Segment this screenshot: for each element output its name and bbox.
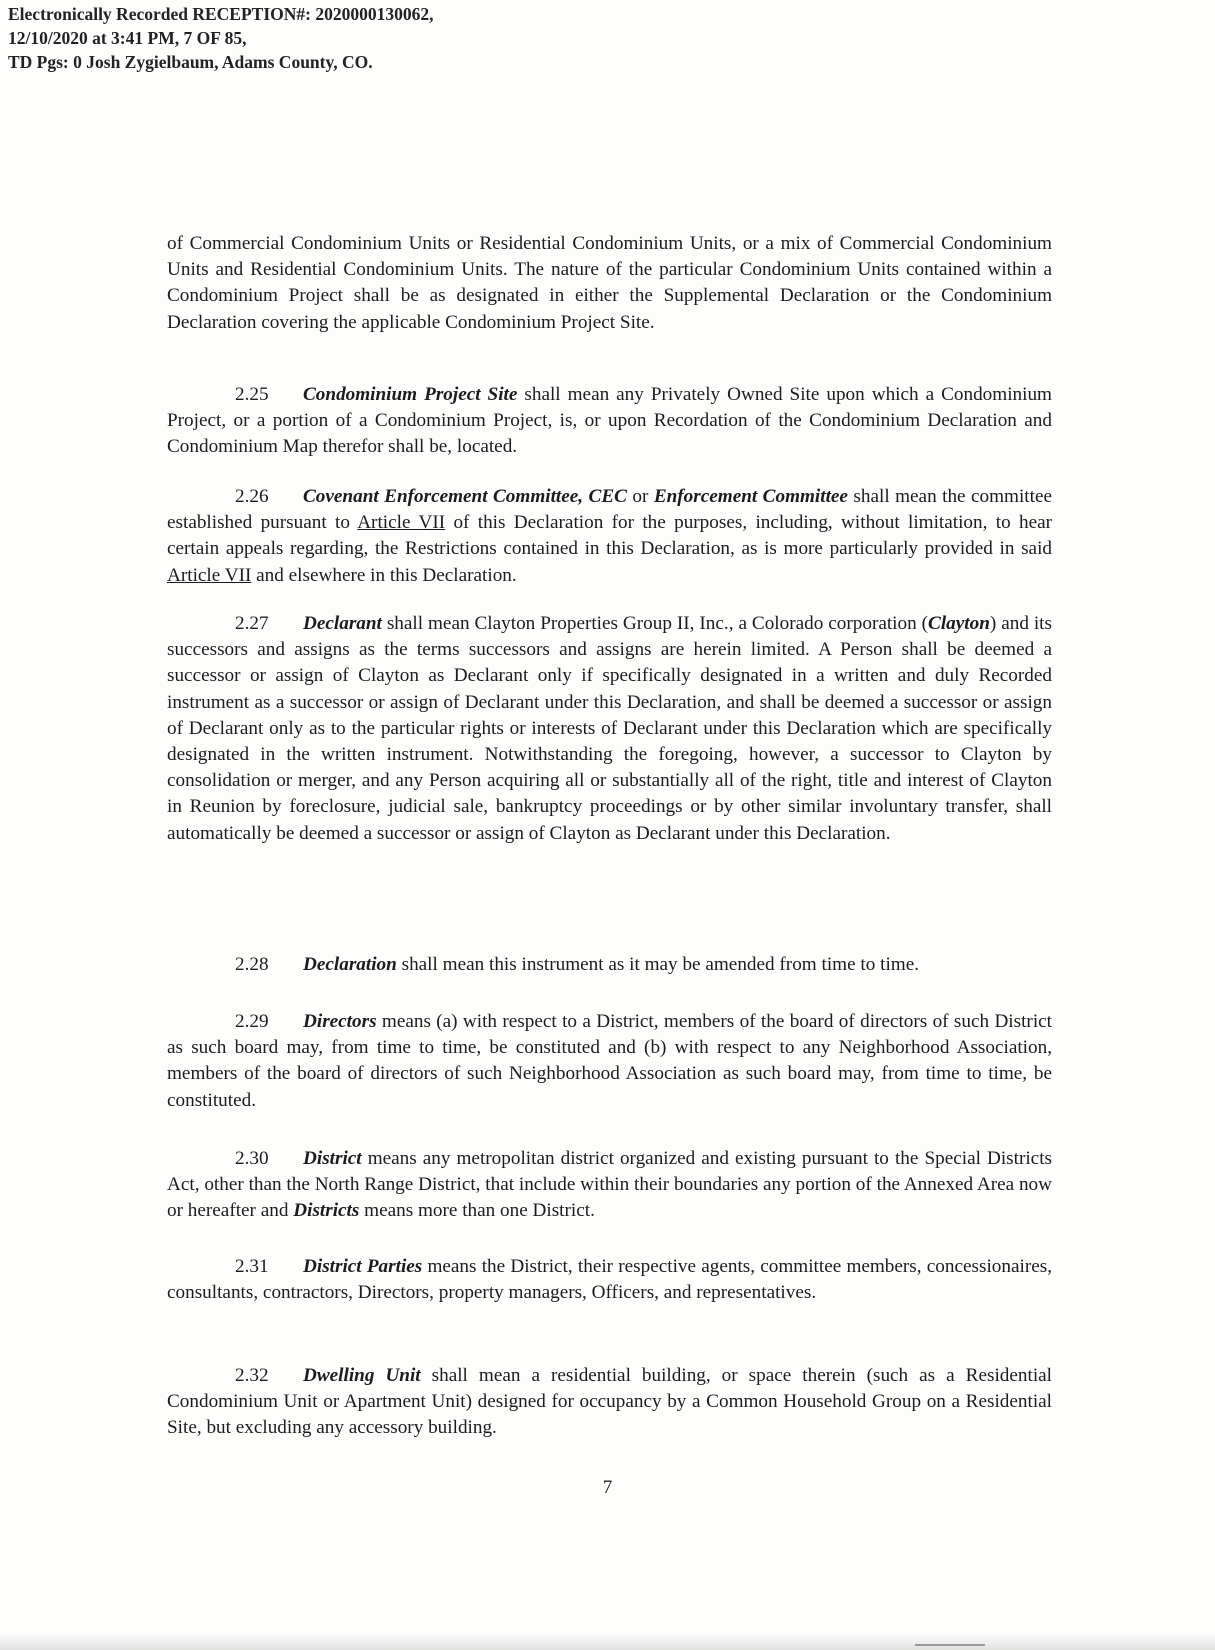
definition-text: ) and its successors and assigns as the terms successors and assigns are herein limited. A Person shall be deemed a successor or assign of Clayton as Declarant only if specifically designated in a written and duly Recorded instrument as a successor or assign of Declarant under this Declaration, and shall be deemed a successor or assign of Declarant only as to the particular rights or interests of Declarant under this Declaration which are specifically designated in the written instrument. Notwithstanding the foregoing, however, a successor to Clayton by consolidation or merger, and any Person acquiring all or substantially all of the right, title and interest of Clayton in Reunion by foreclosure, judicial sale, bankruptcy proceedings or by other similar involuntary transfer, shall automatically be deemed a successor or assign of Clayton as Declarant under this Declaration. — [167, 613, 1052, 844]
definition-text: shall mean the committee established pursuant to — [167, 486, 1053, 534]
paragraph-2-31 — [167, 1254, 1052, 1306]
recording-stamp — [8, 2, 433, 74]
recording-stamp-line-1: Electronically Recorded RECEPTION#: 2020000130062, — [8, 4, 434, 24]
defined-term: Covenant Enforcement Committee, CEC — [303, 486, 627, 507]
definition-text: and elsewhere in this Declaration. — [251, 564, 517, 586]
page-number: 7 — [602, 1477, 613, 1498]
defined-term: Directors — [303, 1011, 377, 1032]
section-2-29 — [167, 1009, 1052, 1114]
definition-text: shall mean any Privately Owned Site upon which a Condominium Project, or a portion of a Condominium Project, is, or upon Recordation of the Condominium Declaration and Condominium Map therefor shall be, located. — [167, 384, 1052, 458]
recording-stamp-line-2: 12/10/2020 at 3:41 PM, 7 OF 85, — [8, 28, 247, 48]
definition-text: of this Declaration for the purposes, including, without limitation, to hear certain appeals regarding, the Restrictions contained in this Declaration, as is more particularly provided in said — [167, 512, 1053, 560]
recording-stamp-line-3: TD Pgs: 0 Josh Zygielbaum, Adams County, CO. — [8, 52, 373, 72]
section-number: 2.25 — [235, 384, 269, 405]
definition-text: shall mean a residential building, or space therein (such as a Residential Condominium Unit or Apartment Unit) designed for occupancy by a Common Household Group on a Residential Site, but excluding any accessory building. — [167, 1365, 1053, 1439]
connector-text: or — [626, 486, 654, 507]
definition-text: means (a) with respect to a District, members of the board of directors of such District as such board may, from time to time, be constituted and (b) with respect to any Neighborhood Association, members of the board of directors of such Neighborhood Association as such board may, from time to time, be constituted. — [167, 1011, 1052, 1111]
section-number: 2.27 — [235, 613, 269, 634]
section-number: 2.26 — [235, 486, 269, 507]
definition-text: means more than one District. — [359, 1200, 595, 1222]
defined-term: Dwelling Unit — [303, 1365, 421, 1386]
section-number: 2.29 — [235, 1011, 269, 1032]
section-2-31 — [167, 1254, 1052, 1306]
paragraph-2-29 — [167, 1009, 1052, 1114]
defined-term: Declaration — [303, 954, 397, 975]
section-number: 2.32 — [235, 1365, 269, 1386]
section-number: 2.30 — [235, 1148, 269, 1169]
paragraph-2-30 — [167, 1146, 1052, 1225]
section-number: 2.28 — [235, 954, 269, 975]
paragraph-2-32 — [167, 1363, 1052, 1442]
definition-text: means the District, their respective agents, committee members, concessionaires, consultants, contractors, Directors, property managers, Officers, and representatives. — [167, 1256, 1052, 1304]
definition-text: shall mean this instrument as it may be amended from time to time. — [396, 954, 920, 975]
paragraph-2-28 — [167, 952, 1052, 978]
article-reference: Article VII — [357, 512, 446, 534]
definition-text: means any metropolitan district organized and existing pursuant to the Special Districts Act, other than the North Range District, that include within their boundaries any portion of the Annexed Area now or hereafter and — [167, 1148, 1052, 1222]
paragraph-2-25 — [167, 382, 1052, 461]
paragraph-text: of Commercial Condominium Units or Residential Condominium Units, or a mix of Commercial Condominium Units and Residential Condominium Units. The nature of the particular Condominium Units contained within a Condominium Project shall be as designated in either the Supplemental Declaration or the Condominium Declaration covering the applicable Condominium Project Site. — [167, 233, 1052, 333]
defined-term-alt: Enforcement Committee — [653, 486, 848, 507]
defined-term-alt: Clayton — [928, 613, 990, 634]
section-2-30 — [167, 1146, 1052, 1225]
scan-artifact-mark — [915, 1644, 985, 1646]
section-2-25 — [167, 382, 1052, 461]
defined-term-alt: Districts — [293, 1200, 360, 1222]
defined-term: District — [303, 1148, 362, 1169]
section-2-32 — [167, 1363, 1052, 1442]
paragraph-continuation — [167, 231, 1052, 336]
article-reference: Article VII — [167, 564, 252, 586]
defined-term: District Parties — [303, 1256, 423, 1277]
defined-term: Condominium Project Site — [303, 384, 518, 405]
defined-term: Declarant — [303, 613, 382, 634]
definition-text: shall mean Clayton Properties Group II, Inc., a Colorado corporation ( — [381, 613, 929, 634]
section-number: 2.31 — [235, 1256, 269, 1277]
section-2-27 — [167, 611, 1052, 847]
section-2-28 — [167, 952, 1052, 978]
paragraph-2-27 — [167, 611, 1052, 847]
scan-edge-shadow — [0, 1634, 1215, 1650]
section-2-26 — [167, 484, 1052, 589]
paragraph-2-26 — [167, 484, 1052, 589]
